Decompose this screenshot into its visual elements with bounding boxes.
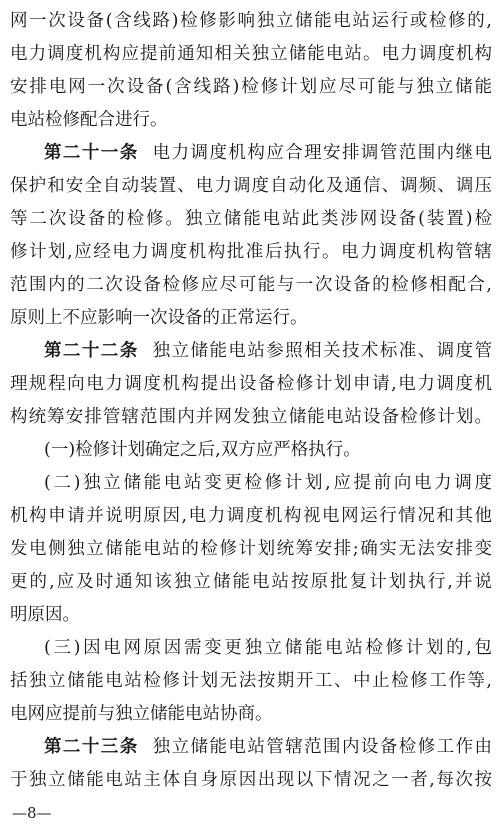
text-line — [10, 503, 492, 529]
line-text: 电站检修配合进行。 — [10, 110, 168, 130]
line-text: (二)独立储能电站变更检修计划,应提前向电力调度 — [44, 473, 492, 493]
list-item-line — [44, 437, 492, 463]
line-text: 于独立储能电站主体自身原因出现以下情况之一者,每次按 — [10, 770, 492, 790]
line-text: 修计划,应经电力调度机构批准后执行。电力调度机构管辖 — [10, 242, 492, 262]
text-line — [10, 8, 492, 34]
line-text: 独立储能电站参照相关技术标准、调度管 — [152, 341, 492, 361]
text-line — [10, 767, 492, 793]
article-line — [44, 734, 492, 760]
article-line — [44, 338, 492, 364]
text-line — [10, 239, 492, 265]
line-text: 电力调度机构应合理安排调管范围内继电 — [152, 143, 492, 163]
line-text: 电网应提前与独立储能电站协商。 — [10, 704, 273, 724]
line-text: (三)因电网原因需变更独立储能电站检修计划的,包 — [44, 638, 492, 658]
text-line — [10, 602, 492, 628]
line-text: 明原因。 — [10, 605, 80, 625]
text-line — [10, 41, 492, 67]
list-item-line — [44, 470, 492, 496]
line-text: 构统筹安排管辖范围内并网发独立储能电站设备检修计划。 — [10, 407, 492, 427]
text-line — [10, 272, 492, 298]
text-line — [10, 404, 492, 430]
line-text: 网一次设备(含线路)检修影响独立储能电站运行或检修的, — [10, 11, 492, 31]
line-text: (一)检修计划确定之后,双方应严格执行。 — [44, 440, 361, 460]
line-text: 等二次设备的检修。独立储能电站此类涉网设备(装置)检 — [10, 209, 492, 229]
text-line — [10, 74, 492, 100]
line-text: 保护和安全自动装置、电力调度自动化及通信、调频、调压 — [10, 176, 492, 196]
line-text: 独立储能电站管辖范围内设备检修工作由 — [152, 737, 492, 757]
text-line — [10, 668, 492, 694]
article-heading: 第二十一条 — [44, 143, 139, 163]
line-text: 原则上不应影响一次设备的正常运行。 — [10, 308, 308, 328]
text-line — [10, 107, 492, 133]
line-text: 机构申请并说明原因,电力调度机构视电网运行情况和其他 — [10, 506, 492, 526]
text-line — [10, 536, 492, 562]
page-number: —8— — [12, 804, 52, 822]
line-text: 发电侧独立储能电站的检修计划统筹安排;确实无法安排变 — [10, 539, 492, 559]
article-heading: 第二十三条 — [44, 737, 139, 757]
article-heading: 第二十二条 — [44, 341, 139, 361]
line-text: 电力调度机构应提前通知相关独立储能电站。电力调度机构 — [10, 44, 492, 64]
line-text: 安排电网一次设备(含线路)检修计划应尽可能与独立储能 — [10, 77, 492, 97]
list-item-line — [44, 635, 492, 661]
line-text: 理规程向电力调度机构提出设备检修计划申请,电力调度机 — [10, 374, 492, 394]
line-text: 括独立储能电站检修计划无法按期开工、中止检修工作等, — [10, 671, 492, 691]
article-line — [44, 140, 492, 166]
text-line — [10, 371, 492, 397]
text-line — [10, 305, 492, 331]
text-line — [10, 701, 492, 727]
text-line — [10, 173, 492, 199]
line-text: 范围内的二次设备检修应尽可能与一次设备的检修相配合, — [10, 275, 492, 295]
text-line — [10, 569, 492, 595]
text-line — [10, 206, 492, 232]
line-text: 更的,应及时通知该独立储能电站按原批复计划执行,并说 — [10, 572, 492, 592]
